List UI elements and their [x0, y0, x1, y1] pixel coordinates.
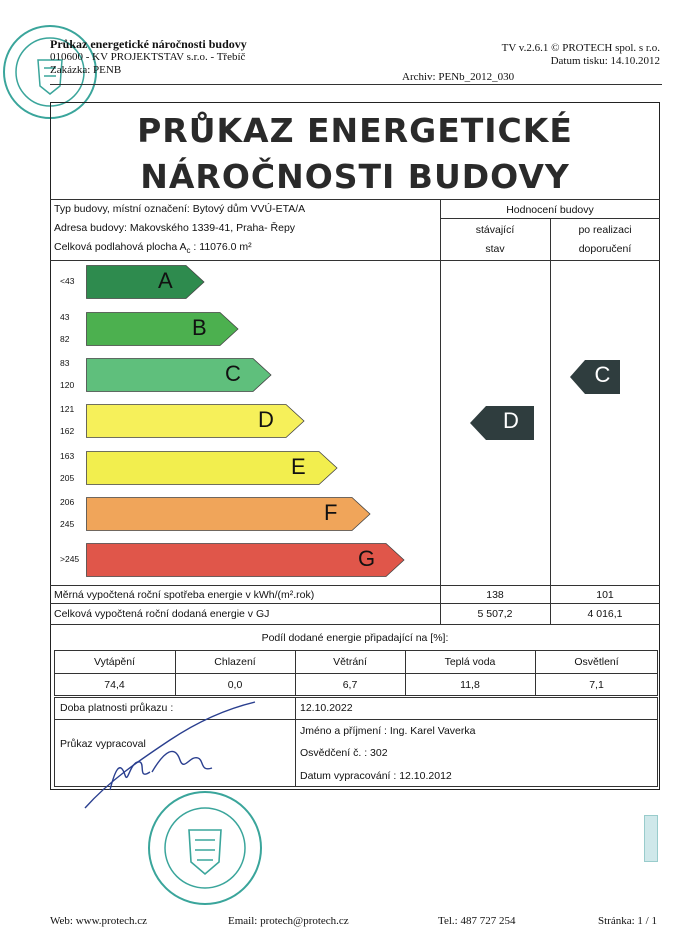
- header-zakazka: Zakázka: PENB: [50, 64, 122, 76]
- share-value: 0,0: [227, 679, 243, 691]
- class-range-top: 83: [60, 358, 70, 368]
- share-header: Chlazení: [214, 656, 256, 668]
- energy-class-scale: [0, 0, 440, 585]
- building-type: Typ budovy, místní označení: Bytový dům VVÚ-ETA/A: [54, 203, 306, 215]
- share-header: Teplá voda: [444, 656, 496, 668]
- divider: [50, 603, 660, 604]
- stamp-bottom: [145, 788, 265, 908]
- building-area-value: : 11076.0 m²: [190, 241, 252, 253]
- class-range-bottom: 245: [60, 519, 75, 529]
- class-letter: B: [192, 315, 207, 340]
- author-name: Jméno a příjmení : Ing. Karel Vaverka: [300, 725, 476, 737]
- share-value: 11,8: [460, 679, 480, 691]
- divider: [295, 697, 296, 787]
- energy-row-label: Měrná vypočtená roční spotřeba energie v kWh/(m².rok): [54, 589, 315, 601]
- rating-proposed-label-2: doporučení: [578, 243, 632, 255]
- header-print-date: Datum tisku: 14.10.2012: [550, 55, 660, 67]
- sticker-mark: [644, 815, 658, 862]
- share-header: Osvětlení: [574, 656, 619, 668]
- validity-label: Doba platnosti průkazu :: [60, 702, 174, 714]
- building-area-subscript: c: [186, 246, 191, 256]
- class-arrow-a: [86, 265, 206, 300]
- class-range-top: 121: [60, 404, 75, 414]
- rating-current-label-1: stávající: [475, 224, 515, 236]
- class-range-bottom: 205: [60, 473, 75, 483]
- class-range-top: 163: [60, 451, 75, 461]
- class-range-bottom: 120: [60, 380, 75, 390]
- building-address: Adresa budovy: Makovského 1339-41, Praha- Řepy: [54, 222, 296, 234]
- footer-email[interactable]: Email: protech@protech.cz: [228, 915, 349, 927]
- proposed-rating-marker: [570, 360, 620, 399]
- class-range-top: >245: [60, 554, 80, 564]
- divider: [550, 218, 551, 624]
- class-letter: G: [358, 546, 376, 571]
- header-version: TV v.2.6.1 © PROTECH spol. s r.o.: [501, 42, 660, 54]
- class-range-top: <43: [60, 276, 75, 286]
- author-date: Datum vypracování : 12.10.2012: [300, 770, 452, 782]
- header-title: Průkaz energetické náročnosti budovy: [50, 37, 247, 51]
- share-header: Větrání: [333, 656, 367, 668]
- energy-row-label: Celková vypočtená roční dodaná energie v GJ: [54, 608, 270, 620]
- class-letter: C: [225, 361, 241, 386]
- header-company: 010600 - KV PROJEKTSTAV s.r.o. - Třebíč: [50, 51, 246, 63]
- energy-row-current: 138: [486, 589, 504, 601]
- class-range-bottom: 162: [60, 426, 75, 436]
- current-rating-marker: [470, 406, 534, 445]
- building-area-label: Celková podlahová plocha A: [54, 241, 187, 253]
- share-header: Vytápění: [93, 656, 136, 668]
- class-range-top: 206: [60, 497, 75, 507]
- class-arrow-b: [86, 312, 240, 347]
- stamp-bottom-graphic: [145, 788, 265, 908]
- header-right: [502, 42, 660, 68]
- energy-row-proposed: 101: [596, 589, 614, 601]
- proposed-rating-letter: C: [594, 362, 611, 387]
- header-archive: Archiv: PENb_2012_030: [402, 71, 515, 83]
- class-range-bottom: 82: [60, 334, 70, 344]
- footer-web[interactable]: Web: www.protech.cz: [50, 915, 148, 927]
- energy-row-proposed: 4 016,1: [587, 608, 623, 620]
- author-label: Průkaz vypracoval: [60, 738, 146, 750]
- validity-value: 12.10.2022: [300, 702, 353, 714]
- divider: [54, 673, 658, 674]
- footer-page: Stránka: 1 / 1: [598, 915, 657, 927]
- document-title-line1: PRŮKAZ ENERGETICKÉ: [137, 111, 573, 150]
- document-title-line2: NÁROČNOSTI BUDOVY: [140, 157, 570, 196]
- class-range-top: 43: [60, 312, 70, 322]
- divider: [50, 624, 660, 625]
- rating-header-title: Hodnocení budovy: [506, 204, 594, 216]
- footer-tel: Tel.: 487 727 254: [438, 915, 516, 927]
- class-arrow-c: [86, 358, 273, 393]
- rating-proposed-label-1: po realizaci: [578, 224, 632, 236]
- rating-current-label-2: stav: [485, 243, 505, 255]
- class-letter: F: [324, 500, 338, 525]
- energy-row-current: 5 507,2: [477, 608, 513, 620]
- class-letter: A: [158, 268, 173, 293]
- author-certificate: Osvědčení č. : 302: [300, 747, 388, 759]
- divider: [50, 585, 660, 586]
- class-letter: D: [258, 407, 274, 432]
- share-value: 7,1: [589, 679, 604, 691]
- share-title: Podíl dodané energie připadající na [%]:: [261, 632, 449, 644]
- divider: [440, 199, 441, 624]
- share-value: 6,7: [342, 679, 358, 691]
- current-rating-letter: D: [503, 408, 519, 433]
- class-letter: E: [291, 454, 306, 479]
- share-value: 74,4: [104, 679, 125, 691]
